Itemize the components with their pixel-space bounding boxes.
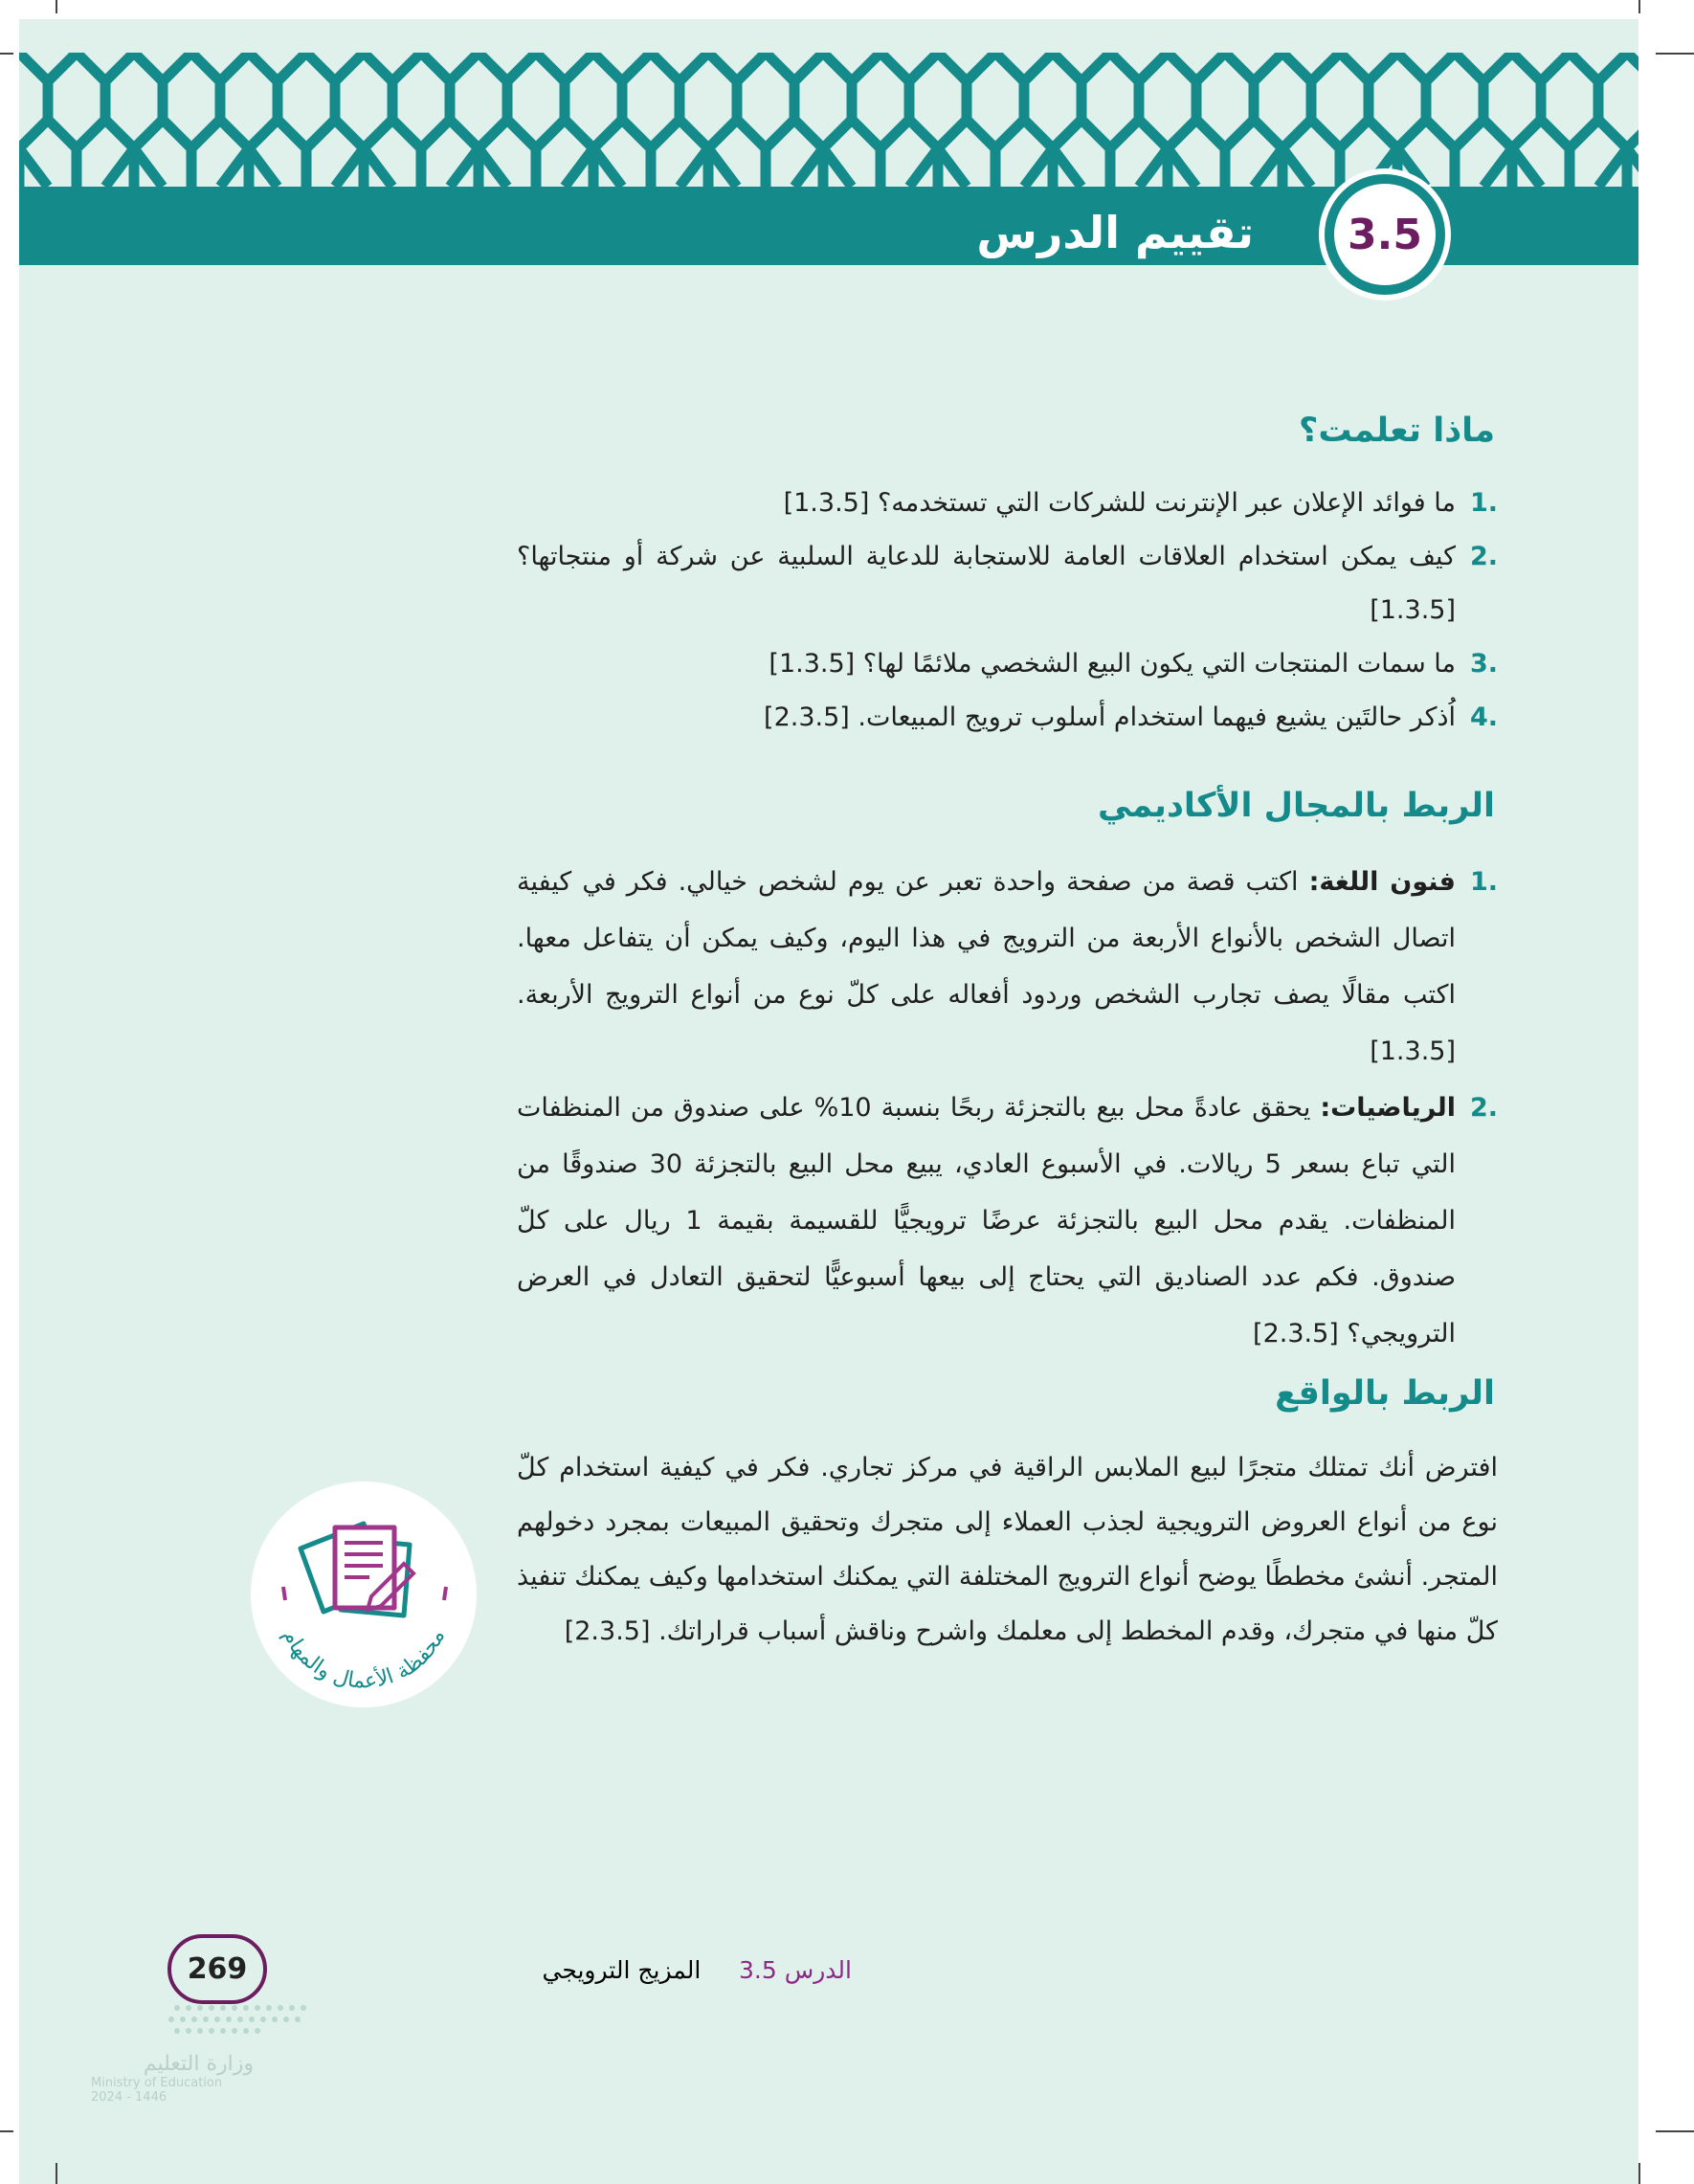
header-pattern (19, 53, 1638, 187)
footer-lesson-title: المزيج الترويجي (542, 1956, 702, 1984)
lesson-number-badge: 3.5 (1334, 184, 1436, 285)
heading-academic: الربط بالمجال الأكاديمي (1097, 787, 1495, 825)
ministry-dots (167, 2000, 321, 2042)
list-item: .4 اُذكر حالتَين يشيع فيهما استخدام أسلوب ترويج المبيعات. [2.3.5] (764, 702, 1498, 732)
crop-mark (1638, 2163, 1640, 2184)
list-item: .2 الرياضيات: يحقق عادةً محل بيع بالتجزئة ربحًا بنسبة 10% على صندوق من المنظفات التي تباع بسعر 5 ريالات. في الأسبوع العادي، يبيع محل البيع بالتجزئة 30 صندوقًا من المنظفات. يقدم محل البيع بالتجزئة عرضًا ترويجيًّا للقسيمة بقيمة 1 ريال على كلّ صندوق. فكم عدد الصناديق التي يحتاج إلى بيعها أسبوعيًّا لتحقيق التعادل في العرض الترويجي؟ [2.3.5] (517, 1093, 1498, 1348)
list-item: .1 فنون اللغة: اكتب قصة من صفحة واحدة تعبر عن يوم لشخص خيالي. فكر في كيفية اتصال الشخص بالأنواع الأربعة من الترويج في هذا اليوم، وكيف يمكن أن يتفاعل معها. اكتب مقالًا يصف تجارب الشخص وردود أفعاله على كلّ نوع من أنواع الترويج الأربعة. [1.3.5] (517, 867, 1498, 1066)
footer-lesson-label: الدرس 3.5 (739, 1956, 852, 1984)
crop-mark (0, 2130, 13, 2132)
list-item: .2 كيف يمكن استخدام العلاقات العامة للاستجابة للدعاية السلبية عن شركة أو منتجاتها؟ [1.3.5] (517, 542, 1498, 625)
ministry-logo-text: وزارة التعليم Ministry of Education 2024 - 1446 (91, 2052, 254, 2105)
page-number: 269 (167, 1934, 267, 2004)
crop-mark (1638, 0, 1640, 13)
portfolio-label: محفظة الأعمال والمهام (277, 1625, 451, 1694)
crop-mark (0, 53, 13, 55)
list-item: .1 ما فوائد الإعلان عبر الإنترنت للشركات التي تستخدمه؟ [1.3.5] (783, 488, 1498, 518)
academic-list (517, 854, 1498, 1362)
crop-mark (1656, 2130, 1694, 2132)
crop-mark (56, 2163, 57, 2184)
learned-list (517, 477, 1498, 745)
footer-lesson (543, 1956, 853, 1984)
real-world-text: افترض أنك تمتلك متجرًا لبيع الملابس الراقية في مركز تجاري. فكر في كيفية استخدام كلّ نوع من أنواع العروض الترويجية لجذب العملاء إلى متجرك وتحقيق المبيعات بمجرد دخولهم المتجر. أنشئ مخططًا يوضح أنواع الترويج المختلفة التي يمكنك استخدامها وكيف يمكنك تنفيذ كلّ منها في متجرك، وقدم المخطط إلى معلمك واشرح وناقش أسباب قراراتك. [2.3.5] (517, 1453, 1498, 1646)
portfolio-badge (251, 1482, 477, 1707)
lesson-title: تقييم الدرس (976, 207, 1254, 258)
list-item: .3 ما سمات المنتجات التي يكون البيع الشخصي ملائمًا لها؟ [1.3.5] (769, 649, 1498, 679)
heading-what-learned: ماذا تعلمت؟ (1299, 412, 1495, 450)
crop-mark (56, 0, 57, 13)
heading-real-world: الربط بالواقع (1275, 1374, 1495, 1413)
crop-mark (1656, 53, 1694, 55)
